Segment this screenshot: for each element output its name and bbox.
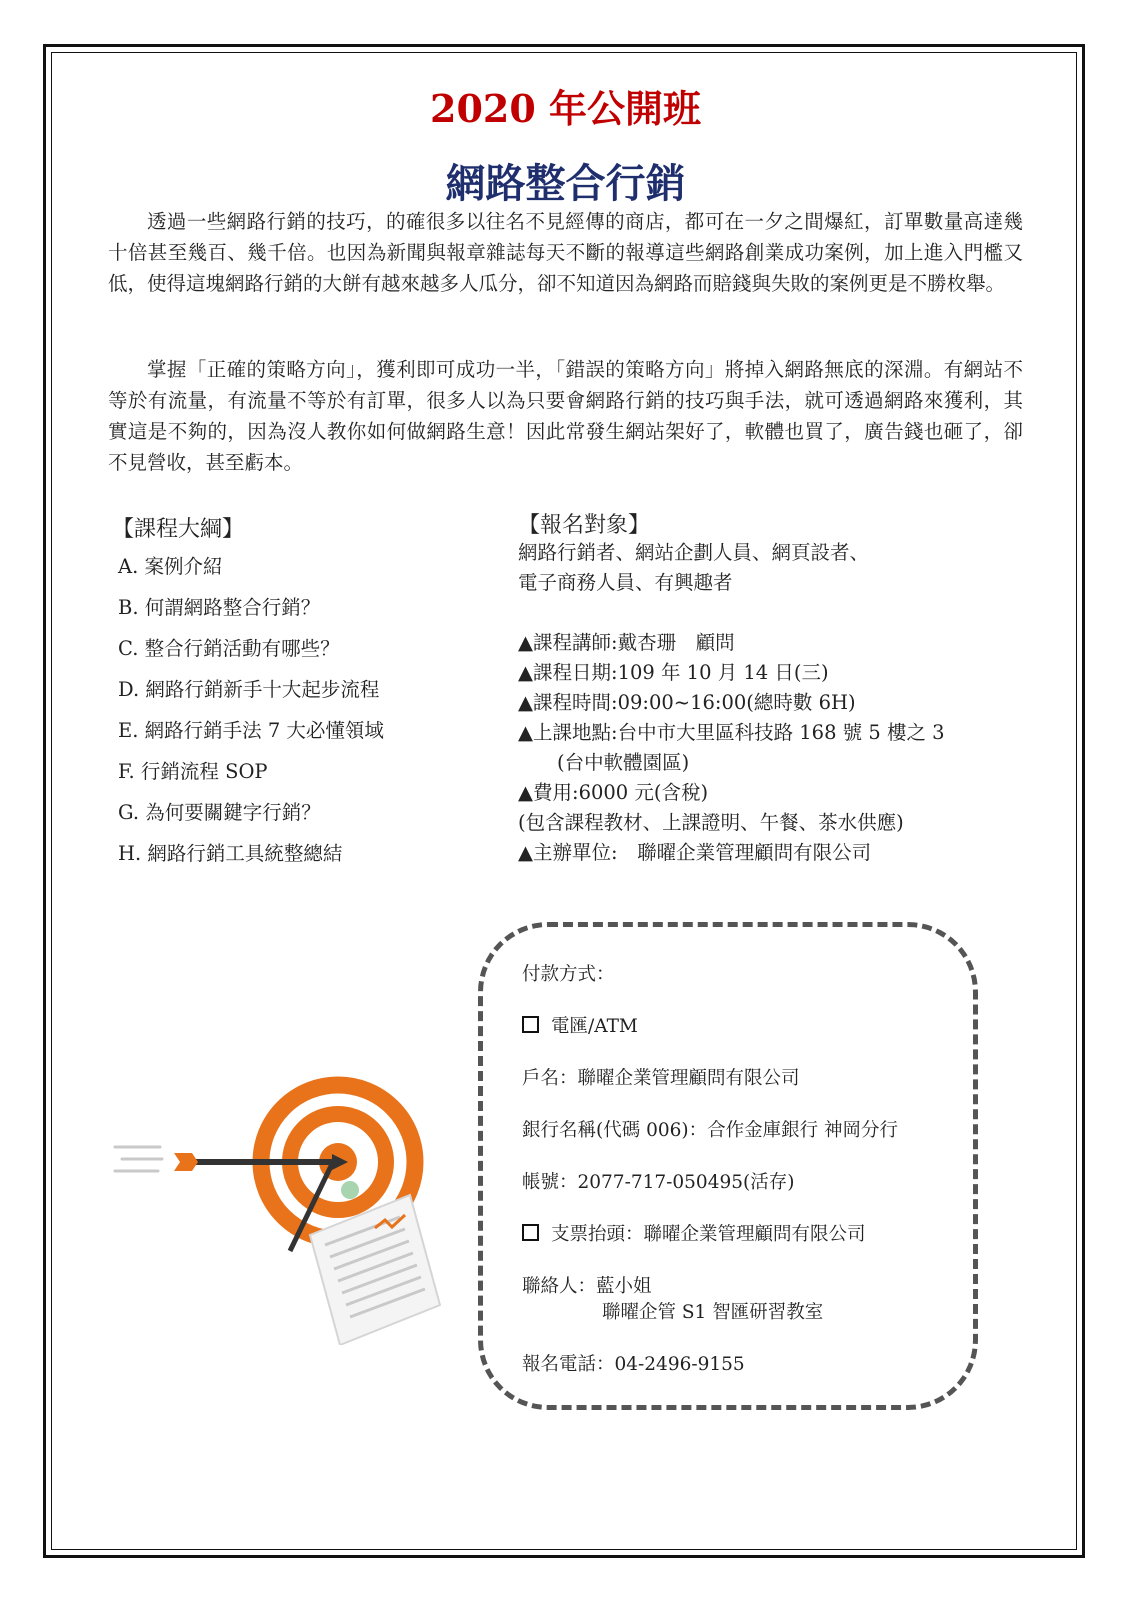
checkbox-icon[interactable]: [522, 1224, 539, 1241]
target-heading: 【報名對象】: [518, 513, 651, 538]
check-label: 支票抬頭：聯曜企業管理顧問有限公司: [551, 1224, 866, 1245]
contact-person: 聯絡人：藍小姐: [522, 1276, 652, 1297]
date-line: ▲課程日期:109 年 10 月 14 日(三): [518, 661, 829, 684]
transfer-label: 電匯/ATM: [551, 1016, 638, 1037]
outline-item: H. 網路行銷工具統整總結: [118, 842, 343, 865]
bank-name: 銀行名稱(代碼 006)：合作金庫銀行 神岡分行: [522, 1120, 899, 1141]
fee-note-line: (包含課程教材、上課證明、午餐、茶水供應): [518, 811, 904, 834]
year-title: 2020 年公開班: [430, 86, 701, 131]
location-line: ▲上課地點:台中市大里區科技路 168 號 5 樓之 3: [518, 721, 945, 744]
intro-paragraph-1: 透過一些網路行銷的技巧，的確很多以往名不見經傳的商店，都可在一夕之間爆紅，訂單數量高達幾十倍甚至幾百、幾千倍。也因為新聞與報章雜誌每天不斷的報導這些網路創業成功案例，加上進入門檻又低，使得這塊網路行銷的大餅有越來越多人瓜分，卻不知道因為網路而賠錢與失敗的案例更是不勝枚舉。: [108, 210, 1023, 295]
checkbox-icon[interactable]: [522, 1016, 539, 1033]
target-audience-line-1: 網路行銷者、網站企劃人員、網頁設者、: [518, 541, 870, 564]
outline-item: C. 整合行銷活動有哪些？: [118, 637, 340, 660]
outline-item: G. 為何要關鍵字行銷？: [118, 801, 321, 824]
organizer-line: ▲主辦單位: 聯曜企業管理顧問有限公司: [518, 841, 872, 864]
outline-item: D. 網路行銷新手十大起步流程: [118, 678, 380, 701]
course-info: [518, 538, 945, 868]
outline-list: [118, 552, 384, 880]
location-sub-line: (台中軟體園區): [518, 751, 690, 774]
contact-place: 聯曜企管 S1 智匯研習教室: [602, 1302, 824, 1323]
time-line: ▲課程時間:09:00~16:00(總時數 6H): [518, 691, 856, 714]
outline-item: B. 何謂網路整合行銷？: [118, 596, 321, 619]
course-title: 網路整合行銷: [445, 160, 686, 207]
intro-paragraph-2: 掌握「正確的策略方向」，獲利即可成功一半，「錯誤的策略方向」將掉入網路無底的深淵。有網站不等於有流量，有流量不等於有訂單，很多人以為只要會網路行銷的技巧與手法，就可透過網路來獲利，其實這是不夠的，因為沒人教你如何做網路生意！因此常發生網站架好了，軟體也買了，廣告錢也砸了，卻不見營收，甚至虧本。: [108, 358, 1023, 474]
account-name: 戶名：聯曜企業管理顧問有限公司: [522, 1068, 800, 1089]
payment-option-check: [522, 1220, 866, 1246]
outline-heading: 【課程大綱】: [112, 517, 245, 542]
outline-item: A. 案例介紹: [118, 555, 223, 578]
target-audience-line-2: 電子商務人員、有興趣者: [518, 571, 733, 594]
payment-title: 付款方式：: [522, 964, 615, 985]
payment-box: [478, 922, 978, 1410]
outline-item: E. 網路行銷手法 7 大必懂領域: [118, 719, 384, 742]
account-number: 帳號：2077-717-050495(活存): [522, 1172, 795, 1193]
payment-option-transfer: [522, 1012, 638, 1038]
target-arrow-illustration: [100, 1055, 460, 1345]
phone-number: 報名電話：04-2496-9155: [522, 1354, 745, 1375]
fee-line: ▲費用:6000 元(含稅): [518, 781, 709, 804]
outline-item: F. 行銷流程 SOP: [118, 760, 268, 783]
instructor-line: ▲課程講師:戴杏珊 顧問: [518, 631, 735, 654]
speed-lines-icon: [115, 1147, 162, 1171]
